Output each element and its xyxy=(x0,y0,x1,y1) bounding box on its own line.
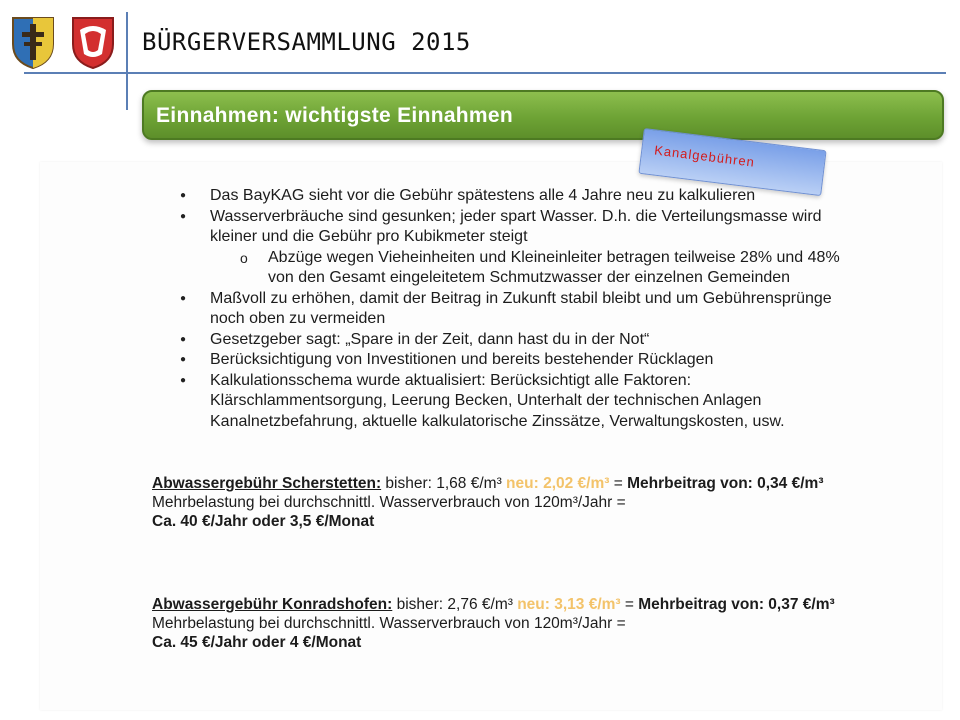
sub-bullet-list xyxy=(210,248,858,289)
sticky-note-text: Kanalgebühren xyxy=(653,142,756,170)
coat-of-arms-scherstetten-icon xyxy=(10,14,56,70)
fee-increase: Mehrbeitrag von: 0,34 €/m³ xyxy=(627,475,824,492)
result-line: Ca. 45 €/Jahr oder 4 €/Monat xyxy=(152,634,362,651)
header-horizontal-rule xyxy=(24,72,946,74)
bullet-item: ● Gesetzgeber sagt: „Spare in der Zeit, dann hast du in der Not“ xyxy=(178,330,858,351)
bullet-item: ● Das BayKAG sieht vor die Gebühr spätestens alle 4 Jahre neu zu kalkulieren xyxy=(178,186,858,207)
bullet-item: ● Berücksichtigung von Investitionen und bereits bestehender Rücklagen xyxy=(178,350,858,371)
section-banner xyxy=(142,90,944,140)
bullet-item: ● Kalkulationsschema wurde aktualisiert: Berücksichtigt alle Faktoren: Klärschlammentsorgung, Leerung Becken, Unterhalt der technischen Anlagen Kanalnetzbefahrung, aktuelle kalkulatorische Zinssätze, Verwaltungskosten, usw. xyxy=(178,371,858,433)
equals-sign: = xyxy=(609,475,628,492)
old-fee: bisher: 1,68 €/m³ xyxy=(381,475,507,492)
usage-line: Mehrbelastung bei durchschnittl. Wasserverbrauch von 120m³/Jahr = xyxy=(152,494,626,511)
coat-of-arms-district-icon xyxy=(70,14,116,70)
fee-label: Abwassergebühr Scherstetten: xyxy=(152,475,382,492)
page-title: BÜRGERVERSAMMLUNG 2015 xyxy=(142,28,471,56)
bullet-text: Wasserverbräuche sind gesunken; jeder spart Wasser. D.h. die Verteilungsmasse wird kleiner und die Gebühr pro Kubikmeter steigt xyxy=(210,207,822,245)
bullet-item: ● Maßvoll zu erhöhen, damit der Beitrag in Zukunft stabil bleibt und um Gebührensprünge noch oben zu vermeiden xyxy=(178,289,858,330)
document-content xyxy=(40,162,942,710)
new-fee: neu: 3,13 €/m³ xyxy=(517,596,621,613)
section-title: Einnahmen: wichtigste Einnahmen xyxy=(156,104,514,127)
fee-increase: Mehrbeitrag von: 0,37 €/m³ xyxy=(638,596,835,613)
fee-calculation-scherstetten xyxy=(152,474,882,531)
sub-bullet-item: o Abzüge wegen Vieheinheiten und Kleineinleiter betragen teilweise 28% und 48% von den Gesamt eingeleitetem Schmutzwasser der einzelnen Gemeinden xyxy=(210,248,858,289)
scanned-document xyxy=(40,162,942,710)
fee-line xyxy=(152,474,882,493)
fee-line xyxy=(152,595,882,614)
header-vertical-rule xyxy=(126,12,128,110)
fee-calculation-konradshofen xyxy=(152,595,882,652)
bullet-list xyxy=(178,186,858,432)
result-line: Ca. 40 €/Jahr oder 3,5 €/Monat xyxy=(152,513,375,530)
bullet-item xyxy=(178,207,858,289)
old-fee: bisher: 2,76 €/m³ xyxy=(392,596,518,613)
equals-sign: = xyxy=(620,596,639,613)
new-fee: neu: 2,02 €/m³ xyxy=(506,475,610,492)
usage-line: Mehrbelastung bei durchschnittl. Wasserverbrauch von 120m³/Jahr = xyxy=(152,615,626,632)
fee-label: Abwassergebühr Konradshofen: xyxy=(152,596,393,613)
